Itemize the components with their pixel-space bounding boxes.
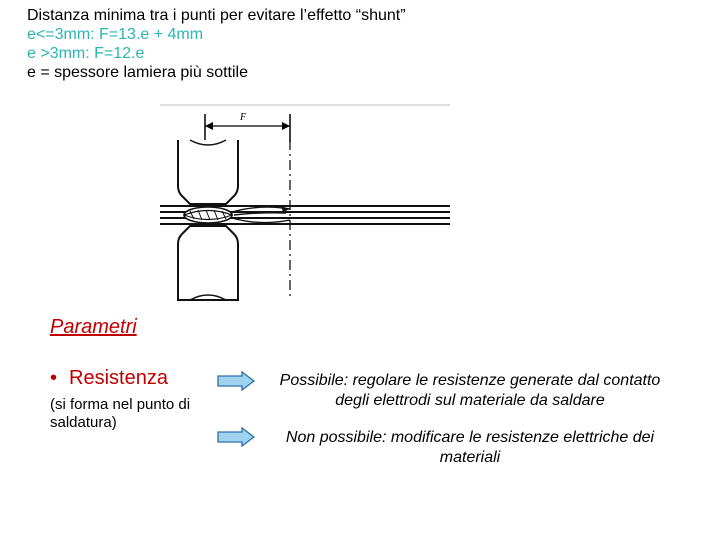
note-not-possible xyxy=(255,428,685,468)
lower-electrode xyxy=(178,226,238,300)
bullet-dot: • xyxy=(50,367,58,389)
weld-nugget xyxy=(184,207,232,223)
header-line-rule-thick: e >3mm: F=12.e xyxy=(27,45,145,62)
bullet-resistenza xyxy=(50,367,168,390)
note-not-possible-line1: Non possibile: modificare le resistenze elettriche dei xyxy=(285,429,655,446)
upper-electrode xyxy=(178,140,238,204)
bullet-label: Resistenza xyxy=(69,367,168,389)
header-line-title: Distanza minima tra i punti per evitare l’effetto “shunt” xyxy=(27,7,406,24)
note-possible xyxy=(255,371,685,411)
dimension-f xyxy=(205,112,290,142)
header-line-definition: e = spessore lamiera più sottile xyxy=(27,64,248,81)
header-line-rule-thin: e<=3mm: F=13.e + 4mm xyxy=(27,26,204,43)
header-block xyxy=(27,6,406,82)
dimension-label: F xyxy=(240,112,247,123)
note-possible-line2: degli elettrodi sul materiale da saldare xyxy=(335,392,605,409)
note-not-possible-line2: materiali xyxy=(439,449,501,466)
current-path xyxy=(232,206,290,223)
section-title: Parametri xyxy=(50,316,137,338)
arrow-right-icon xyxy=(217,427,255,447)
note-possible-line1: Possibile: regolare le resistenze generate dal contatto xyxy=(279,372,661,389)
arrow-right-icon xyxy=(217,371,255,391)
bullet-subnote: (si forma nel punto di saldatura) xyxy=(50,396,191,431)
spot-weld-diagram xyxy=(160,100,450,310)
